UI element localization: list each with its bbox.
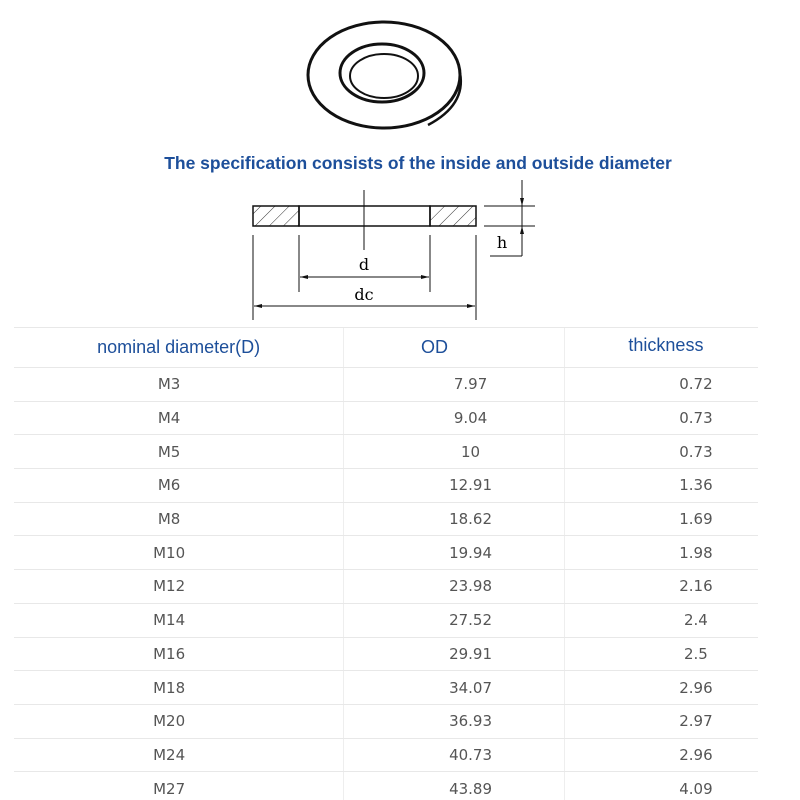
table-row xyxy=(14,469,758,503)
label-h: h xyxy=(496,233,508,252)
cell-thickness: 1.36 xyxy=(564,469,758,503)
cell-nominal-diameter: M24 xyxy=(14,738,344,772)
header-nominal-diameter: nominal diameter(D) xyxy=(14,328,344,368)
table-row xyxy=(14,772,758,800)
table-row xyxy=(14,502,758,536)
cell-od: 27.52 xyxy=(344,603,565,637)
cell-od: 36.93 xyxy=(344,704,565,738)
cell-od: 43.89 xyxy=(344,772,565,800)
table-row xyxy=(14,704,758,738)
cell-thickness: 2.5 xyxy=(564,637,758,671)
cell-thickness: 2.4 xyxy=(564,603,758,637)
table-row xyxy=(14,738,758,772)
cell-thickness: 0.72 xyxy=(564,368,758,402)
label-d: d xyxy=(358,255,370,274)
cell-od: 40.73 xyxy=(344,738,565,772)
cell-nominal-diameter: M16 xyxy=(14,637,344,671)
caption: The specification consists of the inside and outside diameter xyxy=(164,153,672,173)
cell-nominal-diameter: M20 xyxy=(14,704,344,738)
cross-section-drawing xyxy=(230,180,550,325)
table-row xyxy=(14,637,758,671)
cell-od: 34.07 xyxy=(344,671,565,705)
spec-table xyxy=(14,327,758,800)
cell-od: 18.62 xyxy=(344,502,565,536)
cell-od: 19.94 xyxy=(344,536,565,570)
cell-nominal-diameter: M10 xyxy=(14,536,344,570)
washer-illustration xyxy=(300,15,475,140)
table-row xyxy=(14,435,758,469)
table-row xyxy=(14,603,758,637)
cell-od: 10 xyxy=(344,435,565,469)
cell-thickness: 2.16 xyxy=(564,570,758,604)
cell-nominal-diameter: M18 xyxy=(14,671,344,705)
cell-thickness: 0.73 xyxy=(564,401,758,435)
cell-nominal-diameter: M6 xyxy=(14,469,344,503)
header-od: OD xyxy=(344,328,565,368)
cell-od: 7.97 xyxy=(344,368,565,402)
cell-thickness: 0.73 xyxy=(564,435,758,469)
cell-nominal-diameter: M3 xyxy=(14,368,344,402)
cell-thickness: 2.96 xyxy=(564,671,758,705)
cell-thickness: 2.97 xyxy=(564,704,758,738)
cell-nominal-diameter: M14 xyxy=(14,603,344,637)
cell-nominal-diameter: M4 xyxy=(14,401,344,435)
cell-nominal-diameter: M12 xyxy=(14,570,344,604)
table-row xyxy=(14,671,758,705)
cell-od: 9.04 xyxy=(344,401,565,435)
table-row xyxy=(14,401,758,435)
header-thickness: thickness xyxy=(564,328,758,368)
table-row xyxy=(14,368,758,402)
table-row xyxy=(14,570,758,604)
cell-thickness: 2.96 xyxy=(564,738,758,772)
cell-od: 29.91 xyxy=(344,637,565,671)
cell-od: 23.98 xyxy=(344,570,565,604)
cell-thickness: 1.69 xyxy=(564,502,758,536)
cell-thickness: 4.09 xyxy=(564,772,758,800)
cell-nominal-diameter: M27 xyxy=(14,772,344,800)
cell-thickness: 1.98 xyxy=(564,536,758,570)
label-dc: dc xyxy=(354,285,374,304)
cell-nominal-diameter: M8 xyxy=(14,502,344,536)
cell-nominal-diameter: M5 xyxy=(14,435,344,469)
cell-od: 12.91 xyxy=(344,469,565,503)
table-row xyxy=(14,536,758,570)
table-header-row xyxy=(14,328,758,368)
